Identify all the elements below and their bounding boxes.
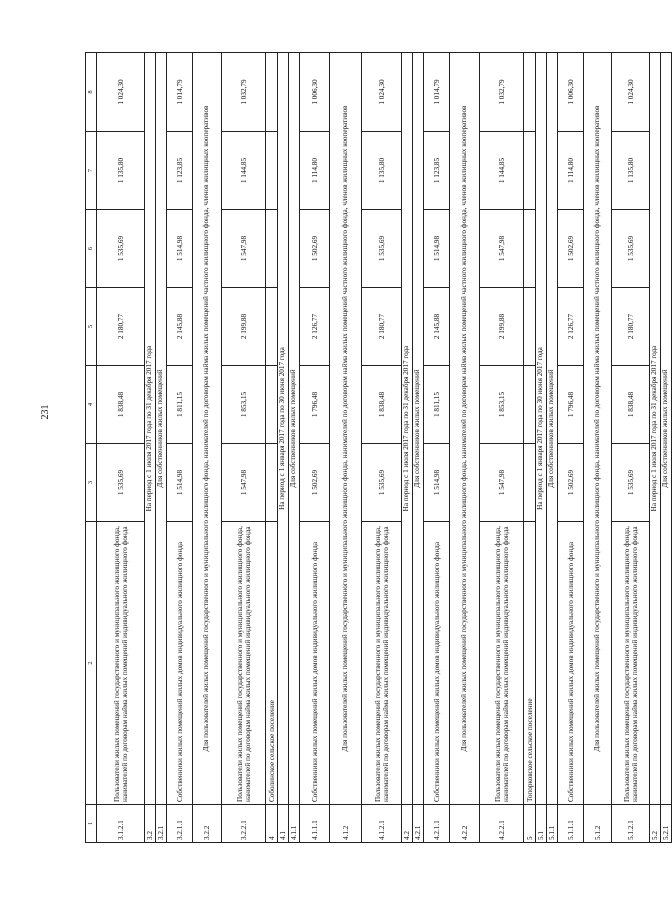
tariff-value: 1 514,98 — [167, 210, 193, 288]
tariff-value: 2 126,77 — [558, 288, 584, 366]
tariff-value: 1 024,30 — [97, 53, 145, 132]
tariff-value: 1 547,98 — [222, 210, 266, 288]
period-span-cell: Для собственников жилых помещений — [661, 53, 672, 805]
tariff-value: 1 135,80 — [97, 132, 145, 210]
table-row — [547, 53, 558, 843]
column-number: 3 — [86, 444, 97, 522]
column-number: 5 — [86, 288, 97, 366]
tariff-value: 1 535,69 — [362, 444, 402, 522]
tariff-value: 2 180,77 — [612, 288, 650, 366]
tariff-value: 1 547,98 — [480, 444, 524, 522]
column-number: 1 — [86, 805, 97, 843]
row-code: 5.1.1 — [547, 805, 558, 843]
row-code: 4.2 — [402, 805, 413, 843]
table-row — [402, 53, 413, 843]
tariff-value: 1 535,69 — [97, 444, 145, 522]
tariff-value: 1 853,15 — [480, 366, 524, 444]
tariff-value: 1 514,98 — [424, 210, 450, 288]
empty-cell — [266, 288, 278, 366]
row-code: 4.1.2.1 — [362, 805, 402, 843]
row-description: Пользователи жилых помещений государственного и муниципального жилищного фонда, нанимателей по договорам найма жилых помещений индивидуального жилищного фонда — [362, 522, 402, 805]
tariff-value: 1 853,15 — [222, 366, 266, 444]
table-row — [330, 53, 362, 843]
period-span-cell: Для пользователей жилых помещений государственного и муниципального жилищного фонда, нанимателей по договорам найма жилых помещений частного жилищного фонда, членов жилищных кооперативов — [450, 53, 480, 805]
table-row — [584, 53, 612, 843]
table-row — [156, 53, 167, 843]
row-description: Собственники жилых помещений жилых домов индивидуального жилищного фонда — [424, 522, 450, 805]
empty-cell — [266, 210, 278, 288]
empty-cell — [524, 444, 536, 522]
row-description: Собственники жилых помещений жилых домов индивидуального жилищного фонда — [167, 522, 193, 805]
tariff-value: 1 514,98 — [167, 444, 193, 522]
period-span-cell: Для собственников жилых помещений — [413, 53, 424, 805]
tariff-value: 1 811,15 — [167, 366, 193, 444]
row-code: 5.2 — [650, 805, 661, 843]
tariff-value: 1 024,30 — [612, 53, 650, 132]
table-row — [193, 53, 222, 843]
row-code: 5.1.2 — [584, 805, 612, 843]
tariff-value: 1 502,69 — [558, 444, 584, 522]
tariff-value: 1 535,69 — [97, 210, 145, 288]
tariff-value: 1 796,48 — [300, 366, 330, 444]
tariff-value: 1 123,85 — [424, 132, 450, 210]
empty-cell — [524, 132, 536, 210]
row-code: 4 — [266, 805, 278, 843]
period-span-cell: Для пользователей жилых помещений государственного и муниципального жилищного фонда, нанимателей по договорам найма жилых помещений частного жилищного фонда, членов жилищных кооперативов — [330, 53, 362, 805]
table-row — [536, 53, 547, 843]
tariff-value: 1 535,69 — [612, 210, 650, 288]
row-code: 4.2.2.1 — [480, 805, 524, 843]
tariff-value: 1 144,85 — [480, 132, 524, 210]
empty-cell — [524, 288, 536, 366]
empty-cell — [266, 53, 278, 132]
row-code: 3.2 — [145, 805, 156, 843]
tariff-value: 1 144,85 — [222, 132, 266, 210]
table-header-row — [86, 53, 97, 843]
tariff-value: 1 547,98 — [222, 444, 266, 522]
period-span-cell: Для собственников жилых помещений — [156, 53, 167, 805]
row-code: 3.2.2 — [193, 805, 222, 843]
column-number: 7 — [86, 132, 97, 210]
table-row — [278, 53, 289, 843]
row-code: 5 — [524, 805, 536, 843]
period-span-cell: Для пользователей жилых помещений государственного и муниципального жилищного фонда, нанимателей по договорам найма жилых помещений частного жилищного фонда, членов жилищных кооперативов — [584, 53, 612, 805]
column-number: 2 — [86, 522, 97, 805]
tariff-value: 2 180,77 — [362, 288, 402, 366]
period-span-cell: На период с 1 июля 2017 года по 31 декабря 2017 года — [650, 53, 661, 805]
tariff-value: 2 126,77 — [300, 288, 330, 366]
tariff-value: 1 032,79 — [222, 53, 266, 132]
row-code: 3.2.1 — [156, 805, 167, 843]
table-row — [612, 53, 650, 843]
empty-cell — [266, 444, 278, 522]
period-span-cell: Для собственников жилых помещений — [547, 53, 558, 805]
period-span-cell: Для собственников жилых помещений — [289, 53, 300, 805]
table-row — [424, 53, 450, 843]
row-code: 5.1.2.1 — [612, 805, 650, 843]
rotated-table-container — [85, 53, 670, 843]
table-row — [524, 53, 536, 843]
row-description: Пользователи жилых помещений государственного и муниципального жилищного фонда, нанимателей по договорам найма жилых помещений индивидуального жилищного фонда — [612, 522, 650, 805]
tariff-value: 1 811,15 — [424, 366, 450, 444]
tariff-value: 1 135,80 — [612, 132, 650, 210]
period-span-cell: На период с 1 июля 2017 года по 31 декабря 2017 года — [402, 53, 413, 805]
tariff-value: 1 547,98 — [480, 210, 524, 288]
table-row — [97, 53, 145, 843]
column-number: 8 — [86, 53, 97, 132]
empty-cell — [524, 366, 536, 444]
row-code: 4.1.1.1 — [300, 805, 330, 843]
column-number: 4 — [86, 366, 97, 444]
table-row — [480, 53, 524, 843]
tariff-value: 1 502,69 — [300, 444, 330, 522]
tariff-table — [85, 52, 672, 843]
row-description: Собственники жилых помещений жилых домов индивидуального жилищного фонда — [558, 522, 584, 805]
tariff-value: 2 199,88 — [222, 288, 266, 366]
page-number: 231 — [40, 404, 51, 420]
period-span-cell: На период с 1 января 2017 года по 30 июня 2017 года — [536, 53, 547, 805]
row-description: Пользователи жилых помещений государственного и муниципального жилищного фонда, нанимателей по договорам найма жилых помещений индивидуального жилищного фонда — [97, 522, 145, 805]
row-code: 4.2.1 — [413, 805, 424, 843]
row-code: 4.1 — [278, 805, 289, 843]
tariff-value: 1 014,79 — [167, 53, 193, 132]
row-code: 4.1.2 — [330, 805, 362, 843]
row-code: 3.1.2.1 — [97, 805, 145, 843]
tariff-value: 2 145,88 — [167, 288, 193, 366]
tariff-value: 1 114,80 — [300, 132, 330, 210]
table-row — [661, 53, 672, 843]
period-span-cell: Для пользователей жилых помещений государственного и муниципального жилищного фонда, нанимателей по договорам найма жилых помещений частного жилищного фонда, членов жилищных кооперативов — [193, 53, 222, 805]
row-description: Собственники жилых помещений жилых домов индивидуального жилищного фонда — [300, 522, 330, 805]
tariff-value: 1 838,48 — [362, 366, 402, 444]
tariff-value: 1 838,48 — [612, 366, 650, 444]
column-number: 6 — [86, 210, 97, 288]
tariff-value: 1 006,30 — [558, 53, 584, 132]
tariff-value: 2 199,88 — [480, 288, 524, 366]
tariff-value: 1 006,30 — [300, 53, 330, 132]
tariff-value: 1 838,48 — [97, 366, 145, 444]
row-code: 5.2.1 — [661, 805, 672, 843]
row-description: Пользователи жилых помещений государственного и муниципального жилищного фонда, нанимателей по договорам найма жилых помещений индивидуального жилищного фонда — [480, 522, 524, 805]
table-row — [413, 53, 424, 843]
table-row — [362, 53, 402, 843]
empty-cell — [266, 366, 278, 444]
empty-cell — [524, 210, 536, 288]
row-code: 3.2.1.1 — [167, 805, 193, 843]
tariff-value: 1 535,69 — [612, 444, 650, 522]
tariff-value: 1 796,48 — [558, 366, 584, 444]
tariff-value: 1 123,85 — [167, 132, 193, 210]
table-row — [650, 53, 661, 843]
tariff-value: 1 502,69 — [558, 210, 584, 288]
period-span-cell: На период с 1 июля 2017 года по 31 декабря 2017 года — [145, 53, 156, 805]
tariff-value: 1 014,79 — [424, 53, 450, 132]
tariff-value: 1 514,98 — [424, 444, 450, 522]
tariff-value: 2 180,77 — [97, 288, 145, 366]
row-description: Пользователи жилых помещений государственного и муниципального жилищного фонда, нанимателей по договорам найма жилых помещений индивидуального жилищного фонда — [222, 522, 266, 805]
row-code: 4.2.1.1 — [424, 805, 450, 843]
tariff-value: 1 032,79 — [480, 53, 524, 132]
empty-cell — [524, 53, 536, 132]
empty-cell — [266, 132, 278, 210]
tariff-value: 2 145,88 — [424, 288, 450, 366]
table-row — [167, 53, 193, 843]
row-code: 4.2.2 — [450, 805, 480, 843]
tariff-value: 1 024,30 — [362, 53, 402, 132]
tariff-value: 1 135,80 — [362, 132, 402, 210]
tariff-value: 1 535,69 — [362, 210, 402, 288]
row-code: 5.1.1.1 — [558, 805, 584, 843]
row-code: 3.2.2.1 — [222, 805, 266, 843]
section-title: Топорковское сельское поселение — [524, 522, 536, 805]
row-code: 4.1.1 — [289, 805, 300, 843]
table-row — [266, 53, 278, 843]
row-code: 5.1 — [536, 805, 547, 843]
tariff-value: 1 502,69 — [300, 210, 330, 288]
table-row — [558, 53, 584, 843]
table-row — [222, 53, 266, 843]
table-row — [300, 53, 330, 843]
tariff-value: 1 114,80 — [558, 132, 584, 210]
section-title: Соболинское сельское поселение — [266, 522, 278, 805]
period-span-cell: На период с 1 января 2017 года по 30 июня 2017 года — [278, 53, 289, 805]
table-row — [145, 53, 156, 843]
table-row — [450, 53, 480, 843]
table-row — [289, 53, 300, 843]
